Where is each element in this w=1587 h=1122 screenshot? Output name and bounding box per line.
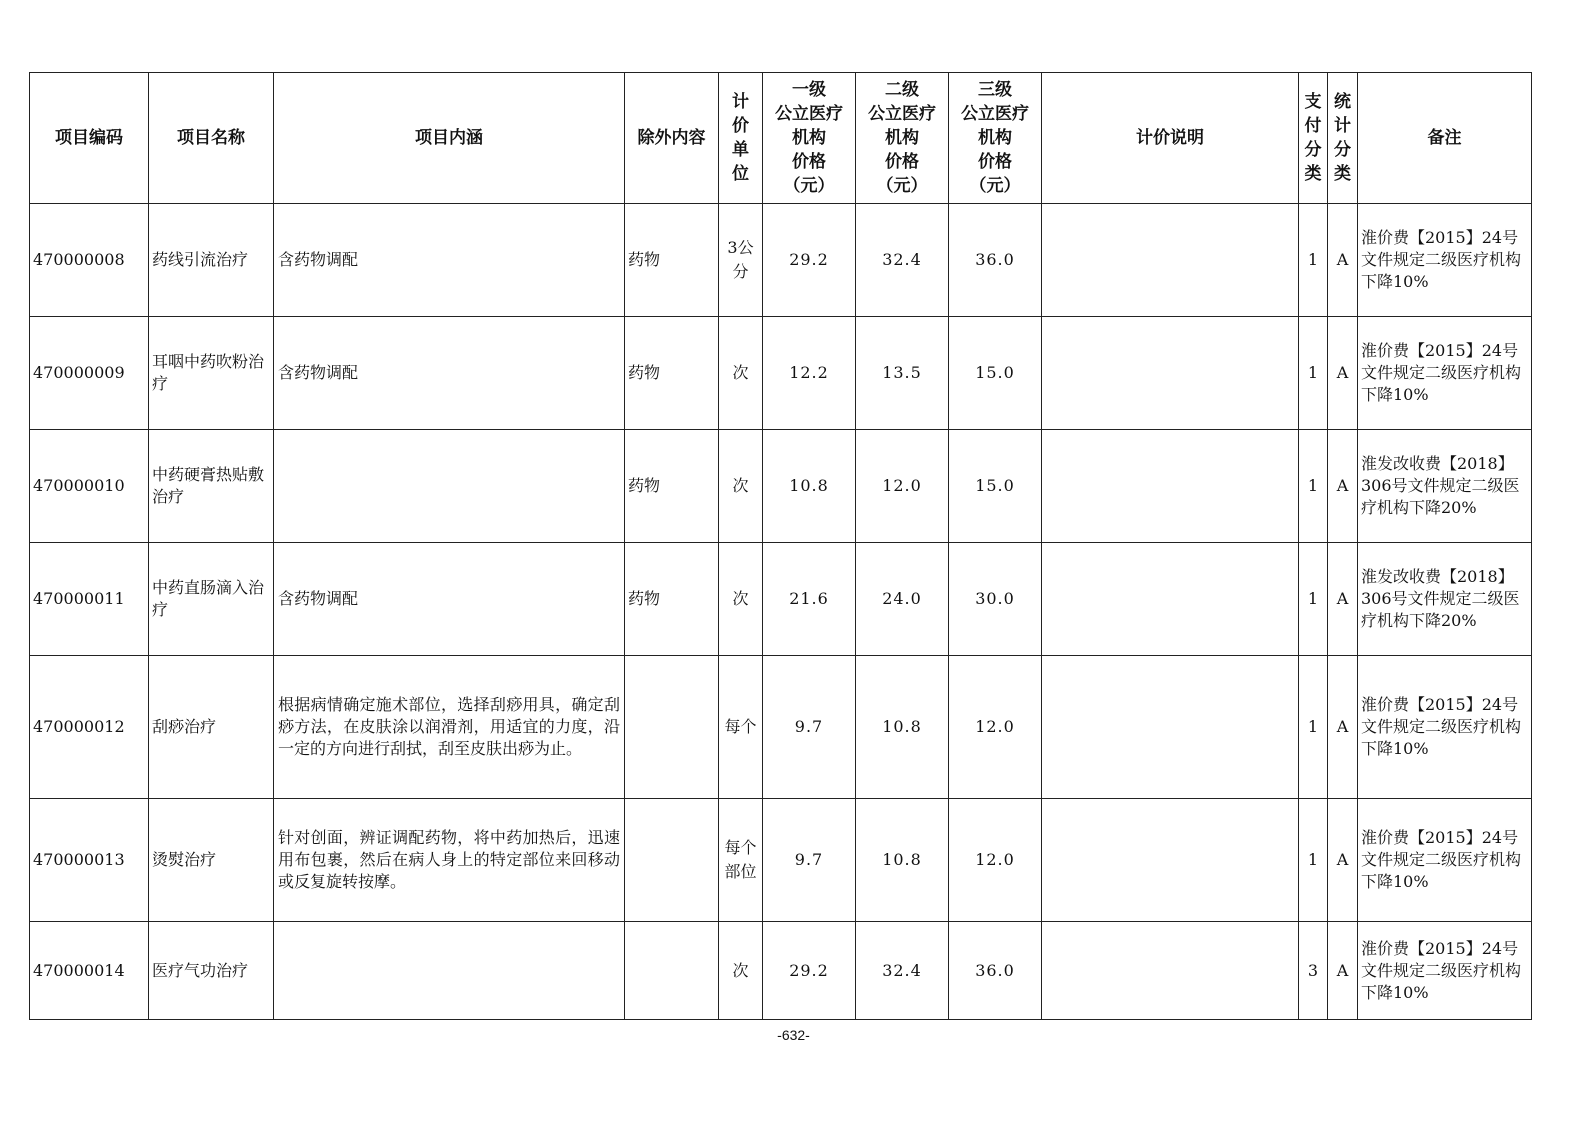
- header-price2-line2: 公立医疗: [868, 104, 936, 124]
- row-explain: [1042, 317, 1299, 430]
- row-unit-text: 3公分: [727, 238, 754, 281]
- row-price2: 24.0: [856, 543, 949, 656]
- row-code: 470000012: [30, 656, 149, 799]
- row-name: 中药直肠滴入治疗: [149, 543, 274, 656]
- header-row: [30, 73, 1532, 204]
- row-price1: 9.7: [763, 799, 856, 922]
- row-content: 针对创面，辨证调配药物，将中药加热后，迅速用布包裹，然后在病人身上的特定部位来回移动或反复旋转按摩。: [274, 799, 625, 922]
- row-price1: 12.2: [763, 317, 856, 430]
- row-pay: 1: [1299, 656, 1328, 799]
- row-code: 470000008: [30, 204, 149, 317]
- row-stat: A: [1328, 543, 1358, 656]
- row-code: 470000013: [30, 799, 149, 922]
- row-unit: 每个: [719, 656, 763, 799]
- row-pay: 1: [1299, 204, 1328, 317]
- header-price2-line4: 价格: [885, 152, 919, 172]
- table-row: [30, 799, 1532, 922]
- row-pay: 1: [1299, 430, 1328, 543]
- row-price3: 30.0: [949, 543, 1042, 656]
- header-price3-line5: （元）: [969, 176, 1021, 196]
- header-price3-line1: 三级: [978, 80, 1012, 100]
- header-price3-line2: 公立医疗: [961, 104, 1029, 124]
- row-price3: 12.0: [949, 799, 1042, 922]
- row-code: 470000009: [30, 317, 149, 430]
- row-price2: 13.5: [856, 317, 949, 430]
- row-pay: 3: [1299, 922, 1328, 1020]
- page-number: -632-: [777, 1027, 810, 1043]
- row-note: 淮发改收费【2018】306号文件规定二级医疗机构下降20%: [1358, 543, 1532, 656]
- row-unit-text: 每个部位: [724, 838, 757, 881]
- row-note: 淮价费【2015】24号文件规定二级医疗机构下降10%: [1358, 656, 1532, 799]
- row-stat: A: [1328, 656, 1358, 799]
- header-price2-line3: 机构: [885, 128, 919, 148]
- header-pay: [1299, 73, 1328, 204]
- header-unit: [719, 73, 763, 204]
- header-price1-line1: 一级: [792, 80, 826, 100]
- row-unit: [719, 799, 763, 922]
- row-content: [274, 430, 625, 543]
- row-note: 淮价费【2015】24号文件规定二级医疗机构下降10%: [1358, 799, 1532, 922]
- row-price2: 12.0: [856, 430, 949, 543]
- row-price2: 32.4: [856, 204, 949, 317]
- row-exclude: 药物: [625, 204, 719, 317]
- row-explain: [1042, 430, 1299, 543]
- row-stat: A: [1328, 204, 1358, 317]
- table-row: [30, 430, 1532, 543]
- header-price2-line1: 二级: [885, 80, 919, 100]
- row-note: 淮价费【2015】24号文件规定二级医疗机构下降10%: [1358, 317, 1532, 430]
- header-price1-line2: 公立医疗: [775, 104, 843, 124]
- header-note: 备注: [1358, 73, 1532, 204]
- header-price-level3: [949, 73, 1042, 204]
- row-price3: 36.0: [949, 922, 1042, 1020]
- header-price1-line3: 机构: [792, 128, 826, 148]
- row-pay: 1: [1299, 317, 1328, 430]
- row-price1: 21.6: [763, 543, 856, 656]
- row-pay: 1: [1299, 799, 1328, 922]
- header-price1-line4: 价格: [792, 152, 826, 172]
- row-unit: 次: [719, 430, 763, 543]
- row-price2: 10.8: [856, 656, 949, 799]
- row-content: 含药物调配: [274, 204, 625, 317]
- row-exclude: [625, 799, 719, 922]
- row-price3: 15.0: [949, 430, 1042, 543]
- header-content: 项目内涵: [274, 73, 625, 204]
- row-exclude: 药物: [625, 317, 719, 430]
- row-name: 耳咽中药吹粉治疗: [149, 317, 274, 430]
- header-stat-text: 统计分类: [1334, 92, 1351, 184]
- row-note: 淮价费【2015】24号文件规定二级医疗机构下降10%: [1358, 204, 1532, 317]
- row-code: 470000011: [30, 543, 149, 656]
- row-exclude: [625, 656, 719, 799]
- row-explain: [1042, 204, 1299, 317]
- header-price3-line4: 价格: [978, 152, 1012, 172]
- row-explain: [1042, 922, 1299, 1020]
- header-price3-line3: 机构: [978, 128, 1012, 148]
- row-exclude: 药物: [625, 543, 719, 656]
- row-content: 根据病情确定施术部位，选择刮痧用具，确定刮痧方法，在皮肤涂以润滑剂，用适宜的力度，沿一定的方向进行刮拭，刮至皮肤出痧为止。: [274, 656, 625, 799]
- row-price2: 10.8: [856, 799, 949, 922]
- row-code: 470000010: [30, 430, 149, 543]
- row-name: 中药硬膏热贴敷治疗: [149, 430, 274, 543]
- table-row: [30, 656, 1532, 799]
- row-code: 470000014: [30, 922, 149, 1020]
- row-price3: 15.0: [949, 317, 1042, 430]
- row-unit: [719, 204, 763, 317]
- header-price-level1: [763, 73, 856, 204]
- table-row: [30, 317, 1532, 430]
- header-price1-line5: （元）: [783, 176, 835, 196]
- header-exclude: 除外内容: [625, 73, 719, 204]
- row-explain: [1042, 656, 1299, 799]
- row-note: 淮价费【2015】24号文件规定二级医疗机构下降10%: [1358, 922, 1532, 1020]
- row-price3: 12.0: [949, 656, 1042, 799]
- row-name: 烫熨治疗: [149, 799, 274, 922]
- row-stat: A: [1328, 317, 1358, 430]
- header-stat: [1328, 73, 1358, 204]
- row-content: [274, 922, 625, 1020]
- row-unit: 次: [719, 543, 763, 656]
- row-unit: 次: [719, 317, 763, 430]
- price-table: [29, 72, 1532, 1020]
- row-unit: 次: [719, 922, 763, 1020]
- row-price1: 29.2: [763, 204, 856, 317]
- row-stat: A: [1328, 922, 1358, 1020]
- row-exclude: [625, 922, 719, 1020]
- row-stat: A: [1328, 799, 1358, 922]
- table-row: [30, 204, 1532, 317]
- row-price1: 10.8: [763, 430, 856, 543]
- row-explain: [1042, 799, 1299, 922]
- row-explain: [1042, 543, 1299, 656]
- row-name: 刮痧治疗: [149, 656, 274, 799]
- row-name: 医疗气功治疗: [149, 922, 274, 1020]
- table-row: [30, 922, 1532, 1020]
- row-price1: 9.7: [763, 656, 856, 799]
- row-content: 含药物调配: [274, 317, 625, 430]
- header-price2-line5: （元）: [876, 176, 928, 196]
- header-unit-text: 计价单位: [732, 92, 749, 184]
- header-name: 项目名称: [149, 73, 274, 204]
- row-content: 含药物调配: [274, 543, 625, 656]
- row-price3: 36.0: [949, 204, 1042, 317]
- row-stat: A: [1328, 430, 1358, 543]
- table-row: [30, 543, 1532, 656]
- row-exclude: 药物: [625, 430, 719, 543]
- header-code: 项目编码: [30, 73, 149, 204]
- row-price1: 29.2: [763, 922, 856, 1020]
- row-note: 淮发改收费【2018】306号文件规定二级医疗机构下降20%: [1358, 430, 1532, 543]
- row-name: 药线引流治疗: [149, 204, 274, 317]
- row-pay: 1: [1299, 543, 1328, 656]
- row-price2: 32.4: [856, 922, 949, 1020]
- header-pay-text: 支付分类: [1304, 92, 1322, 184]
- header-explain: 计价说明: [1042, 73, 1299, 204]
- header-price-level2: [856, 73, 949, 204]
